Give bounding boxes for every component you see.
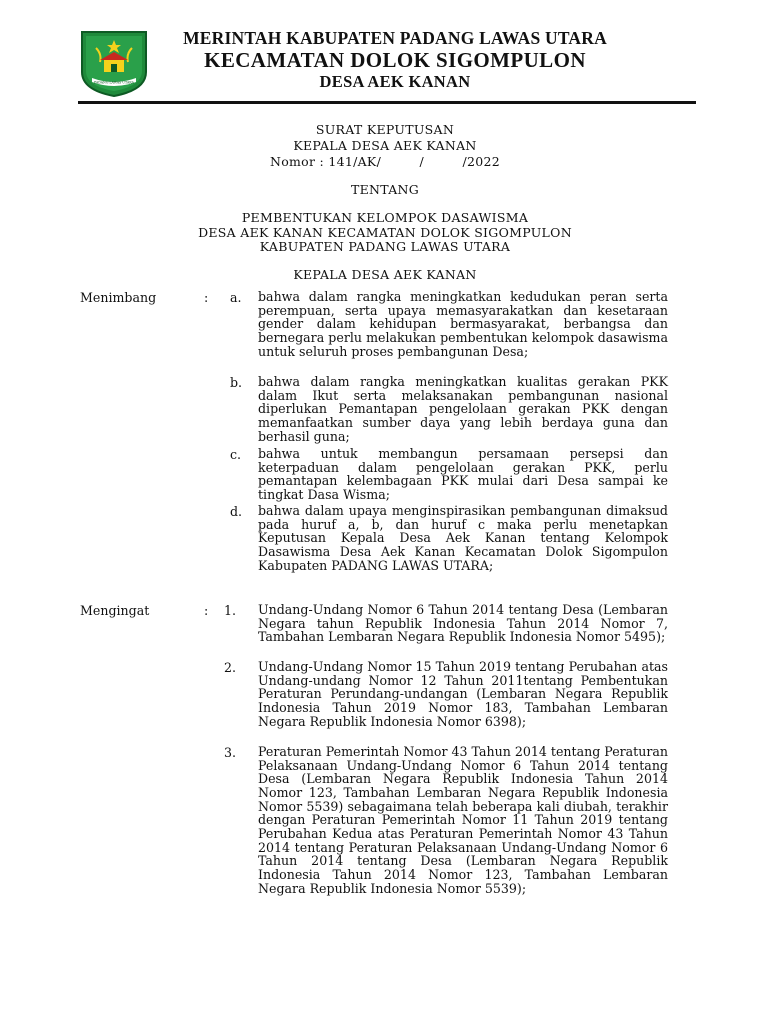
mengingat-item-3: Peraturan Pemerintah Nomor 43 Tahun 2014 tentang Peraturan Pelaksanaan Undang-Undang Nomor 6 Tahun 2014 tentang Desa (Lembaran Negara Republik Indonesia Tahun 2014 Nomor 123, Tambahan Lembaran Negara Republik Indonesia Nomor 5539) sebagaimana telah beberapa kali diubah, terakhir dengan Peraturan Pemerintah Nomor 11 Tahun 2019 tentang Perubahan Kedua atas Peraturan Pemerintah Nomor 43 Tahun 2014 tentang Peraturan Pelaksanaan Undang-Undang Nomor 6 Tahun 2014 tentang Desa (Lembaran Negara Republik Indonesia Tahun 2014 Nomor 123, Tambahan Lembaran Negara Republik Indonesia Nomor 5539); [258,744,668,896]
regency-logo [78,28,150,98]
mengingat-mark-3: 3. [224,745,237,760]
letterhead-rule [78,101,696,104]
menimbang-item-a: bahwa dalam rangka meningkatkan kedudukan peran serta perempuan, serta upaya memasyarakatkan dan kesetaraan gender dalam kehidupan bermasyarakat, berbangsa dan bernegara perlu melakukan pembentukan kelompok dasawisma untuk seluruh proses pembangunan Desa; [258,289,668,359]
menimbang-item-c: bahwa untuk membangun persamaan persepsi dan keterpaduan dalam pengelolaan gerakan PKK, perlu pemantapan kelembagaan PKK mulai dari Desa sampai ke tingkat Dasa Wisma; [258,446,668,502]
menimbang-item-b: bahwa dalam rangka meningkatkan kualitas gerakan PKK dalam Ikut serta melaksanakan pembangunan nasional diperlukan Pemantapan pengelolaan gerakan PKK dengan memanfaatkan sumber daya yang lebih berdaya guna dan berhasil guna; [258,374,668,444]
tentang-heading: TENTANG [350,182,420,197]
mengingat-mark-2: 2. [224,660,237,675]
mengingat-colon: : [204,603,209,618]
authority-heading: KEPALA DESA AEK KANAN [293,267,477,282]
menimbang-mark-b: b. [230,375,243,390]
mengingat-mark-1: 1. [224,603,237,618]
menimbang-mark-a: a. [230,290,242,305]
doc-number: Nomor : 141/AK/ / /2022 [269,154,501,169]
doc-issuer: KEPALA DESA AEK KANAN [293,138,477,153]
menimbang-item-d: bahwa dalam upaya menginspirasikan pembangunan dimaksud pada huruf a, b, dan huruf c maka perlu menetapkan Keputusan Kepala Desa Aek Kanan tentang Kelompok Dasawisma Desa Aek Kanan Kecamatan Dolok Sigompulon Kabupaten PADANG LAWAS UTARA; [258,503,668,573]
menimbang-label: Menimbang [80,290,157,305]
menimbang-colon: : [204,290,209,305]
letterhead-line-3: DESA AEK KANAN [319,72,471,91]
letterhead-line-2: KECAMATAN DOLOK SIGOMPULON [204,48,586,72]
menimbang-mark-c: c. [230,447,242,462]
letterhead-line-1: MERINTAH KABUPATEN PADANG LAWAS UTARA [183,28,607,48]
menimbang-mark-d: d. [230,504,243,519]
mengingat-item-2: Undang-Undang Nomor 15 Tahun 2019 tentang Perubahan atas Undang-undang Nomor 12 Tahun 2011tentang Pembentukan Peraturan Perundang-undangan (Lembaran Negara Republik Indonesia Tahun 2019 Nomor 183, Tambahan Lembaran Negara Republik Indonesia Nomor 6398); [258,659,668,729]
subject-line-3: KABUPATEN PADANG LAWAS UTARA [259,239,511,254]
subject-line-1: PEMBENTUKAN KELOMPOK DASAWISMA [241,210,529,225]
doc-type: SURAT KEPUTUSAN [315,122,455,137]
mengingat-item-1: Undang-Undang Nomor 6 Tahun 2014 tentang Desa (Lembaran Negara tahun Republik Indonesia Tahun 2014 Nomor 7, Tambahan Lembaran Negara Republik Indonesia Nomor 5495); [258,602,668,645]
mengingat-label: Mengingat [80,603,150,618]
subject-line-2: DESA AEK KANAN KECAMATAN DOLOK SIGOMPULON [198,225,572,240]
logo-ribbon-text: PADANG LAWAS UTARA [94,80,134,85]
